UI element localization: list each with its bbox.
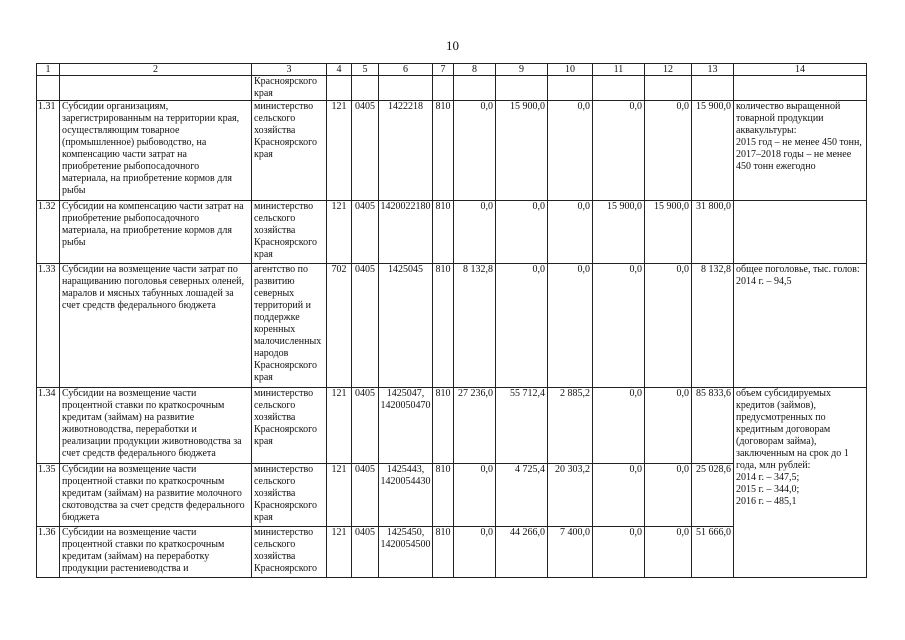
measure-name: Субсидии на возмещение части затрат по наращиванию поголовья северных оленей, маралов и мясных табунных лошадей за счет средств федерального бюджета xyxy=(60,264,252,388)
page-number: 10 xyxy=(446,38,459,53)
expense-type-code: 810 xyxy=(433,101,454,201)
target-article-code xyxy=(379,76,433,101)
expected-result: общее поголовье, тыс. голов: 2014 г. – 94,5 xyxy=(734,264,867,388)
row-number: 1.34 xyxy=(37,388,60,464)
table-row xyxy=(37,264,867,388)
amount-total: 51 666,0 xyxy=(692,527,734,578)
grbs-code: 121 xyxy=(327,101,352,201)
column-header: 4 xyxy=(327,64,352,76)
amount-col-12 xyxy=(645,76,692,101)
row-number: 1.31 xyxy=(37,101,60,201)
amount-col-9: 44 266,0 xyxy=(496,527,548,578)
amount-col-10: 0,0 xyxy=(548,201,593,264)
column-header: 2 xyxy=(60,64,252,76)
amount-col-12: 0,0 xyxy=(645,527,692,578)
row-number: 1.32 xyxy=(37,201,60,264)
grbs-code: 121 xyxy=(327,527,352,578)
measure-name: Субсидии на возмещение части процентной ставки по краткосрочным кредитам (займам) на развитие животноводства, переработки и реализации продукции животноводства за счет средств федерального бюджета xyxy=(60,388,252,464)
measure-name: Субсидии на возмещение части процентной ставки по краткосрочным кредитам (займам) на переработку продукции растениеводства и xyxy=(60,527,252,578)
amount-col-8: 0,0 xyxy=(454,527,496,578)
amount-col-10: 0,0 xyxy=(548,264,593,388)
measure-name: Субсидии на возмещение части процентной ставки по краткосрочным кредитам (займам) на развитие молочного скотоводства за счет средств федерального бюджета xyxy=(60,464,252,527)
expense-type-code xyxy=(433,76,454,101)
row-number xyxy=(37,76,60,101)
grbs-code: 121 xyxy=(327,388,352,464)
responsible-agency: агентство по развитию северных территорий и поддержке коренных малочисленных народов Красноярского края xyxy=(252,264,327,388)
column-header: 1 xyxy=(37,64,60,76)
amount-col-9: 0,0 xyxy=(496,201,548,264)
section-code: 0405 xyxy=(352,464,379,527)
amount-col-9: 15 900,0 xyxy=(496,101,548,201)
expense-type-code: 810 xyxy=(433,388,454,464)
amount-col-8 xyxy=(454,76,496,101)
expense-type-code: 810 xyxy=(433,264,454,388)
expense-type-code: 810 xyxy=(433,464,454,527)
responsible-agency: Красноярского края xyxy=(252,76,327,101)
amount-total xyxy=(692,76,734,101)
table-row xyxy=(37,76,867,101)
column-header: 6 xyxy=(379,64,433,76)
expected-result xyxy=(734,76,867,101)
column-header: 13 xyxy=(692,64,734,76)
measure-name: Субсидии организациям, зарегистрированным на территории края, осуществляющим товарное (промышленное) рыбоводство, на компенсацию части затрат на приобретение рыбопосадочного материала, на приобретение кормов для рыбы xyxy=(60,101,252,201)
amount-total: 15 900,0 xyxy=(692,101,734,201)
grbs-code: 121 xyxy=(327,464,352,527)
column-number-row xyxy=(37,64,867,76)
column-header: 5 xyxy=(352,64,379,76)
amount-col-8: 0,0 xyxy=(454,101,496,201)
amount-col-8: 27 236,0 xyxy=(454,388,496,464)
amount-col-10 xyxy=(548,76,593,101)
amount-col-9: 55 712,4 xyxy=(496,388,548,464)
amount-col-12: 0,0 xyxy=(645,101,692,201)
amount-total: 25 028,6 xyxy=(692,464,734,527)
section-code: 0405 xyxy=(352,388,379,464)
responsible-agency: министерство сельского хозяйства Красноярского края xyxy=(252,101,327,201)
grbs-code: 121 xyxy=(327,201,352,264)
column-header: 9 xyxy=(496,64,548,76)
measure-name xyxy=(60,76,252,101)
amount-col-8: 0,0 xyxy=(454,464,496,527)
target-article-code: 1422218 xyxy=(379,101,433,201)
amount-col-12: 0,0 xyxy=(645,464,692,527)
amount-col-11: 0,0 xyxy=(593,527,645,578)
amount-col-10: 0,0 xyxy=(548,101,593,201)
table-row xyxy=(37,201,867,264)
section-code: 0405 xyxy=(352,264,379,388)
amount-col-12: 0,0 xyxy=(645,388,692,464)
amount-col-10: 20 303,2 xyxy=(548,464,593,527)
column-header: 7 xyxy=(433,64,454,76)
budget-table xyxy=(36,63,867,578)
amount-col-11: 0,0 xyxy=(593,264,645,388)
column-header: 8 xyxy=(454,64,496,76)
amount-total: 85 833,6 xyxy=(692,388,734,464)
amount-col-9 xyxy=(496,76,548,101)
row-number: 1.36 xyxy=(37,527,60,578)
section-code: 0405 xyxy=(352,101,379,201)
amount-col-8: 8 132,8 xyxy=(454,264,496,388)
column-header: 11 xyxy=(593,64,645,76)
amount-col-12: 0,0 xyxy=(645,264,692,388)
amount-total: 31 800,0 xyxy=(692,201,734,264)
amount-col-11: 15 900,0 xyxy=(593,201,645,264)
section-code xyxy=(352,76,379,101)
section-code: 0405 xyxy=(352,201,379,264)
amount-total: 8 132,8 xyxy=(692,264,734,388)
expense-type-code: 810 xyxy=(433,527,454,578)
amount-col-11: 0,0 xyxy=(593,464,645,527)
amount-col-12: 15 900,0 xyxy=(645,201,692,264)
amount-col-10: 7 400,0 xyxy=(548,527,593,578)
amount-col-8: 0,0 xyxy=(454,201,496,264)
column-header: 3 xyxy=(252,64,327,76)
row-number: 1.33 xyxy=(37,264,60,388)
amount-col-9: 4 725,4 xyxy=(496,464,548,527)
responsible-agency: министерство сельского хозяйства Красноярского xyxy=(252,527,327,578)
amount-col-10: 2 885,2 xyxy=(548,388,593,464)
amount-col-9: 0,0 xyxy=(496,264,548,388)
measure-name: Субсидии на компенсацию части затрат на приобретение рыбопосадочного материала, на приобретение кормов для рыбы xyxy=(60,201,252,264)
expected-result: количество выращенной товарной продукции аквакультуры: 2015 год – не менее 450 тонн, 2017–2018 годы – не менее 450 тонн ежегодно xyxy=(734,101,867,201)
column-header: 12 xyxy=(645,64,692,76)
amount-col-11: 0,0 xyxy=(593,388,645,464)
row-number: 1.35 xyxy=(37,464,60,527)
responsible-agency: министерство сельского хозяйства Красноярского края xyxy=(252,388,327,464)
target-article-code: 1425450, 1420054500 xyxy=(379,527,433,578)
grbs-code xyxy=(327,76,352,101)
responsible-agency: министерство сельского хозяйства Красноярского края xyxy=(252,464,327,527)
target-article-code: 1425047, 1420050470 xyxy=(379,388,433,464)
responsible-agency: министерство сельского хозяйства Красноярского края xyxy=(252,201,327,264)
expected-result: объем субсидируемых кредитов (займов), предусмотренных по кредитным договорам (договорам займа), заключенным на срок до 1 года, млн рублей: 2014 г. – 347,5; 2015 г. – 344,0; 2016 г. – 485,1 xyxy=(734,388,867,578)
table-row xyxy=(37,101,867,201)
section-code: 0405 xyxy=(352,527,379,578)
amount-col-11: 0,0 xyxy=(593,101,645,201)
grbs-code: 702 xyxy=(327,264,352,388)
column-header: 10 xyxy=(548,64,593,76)
column-header: 14 xyxy=(734,64,867,76)
amount-col-11 xyxy=(593,76,645,101)
target-article-code: 1425443, 1420054430 xyxy=(379,464,433,527)
target-article-code: 1425045 xyxy=(379,264,433,388)
target-article-code: 1420022180 xyxy=(379,201,433,264)
expected-result xyxy=(734,201,867,264)
table-row xyxy=(37,388,867,464)
expense-type-code: 810 xyxy=(433,201,454,264)
